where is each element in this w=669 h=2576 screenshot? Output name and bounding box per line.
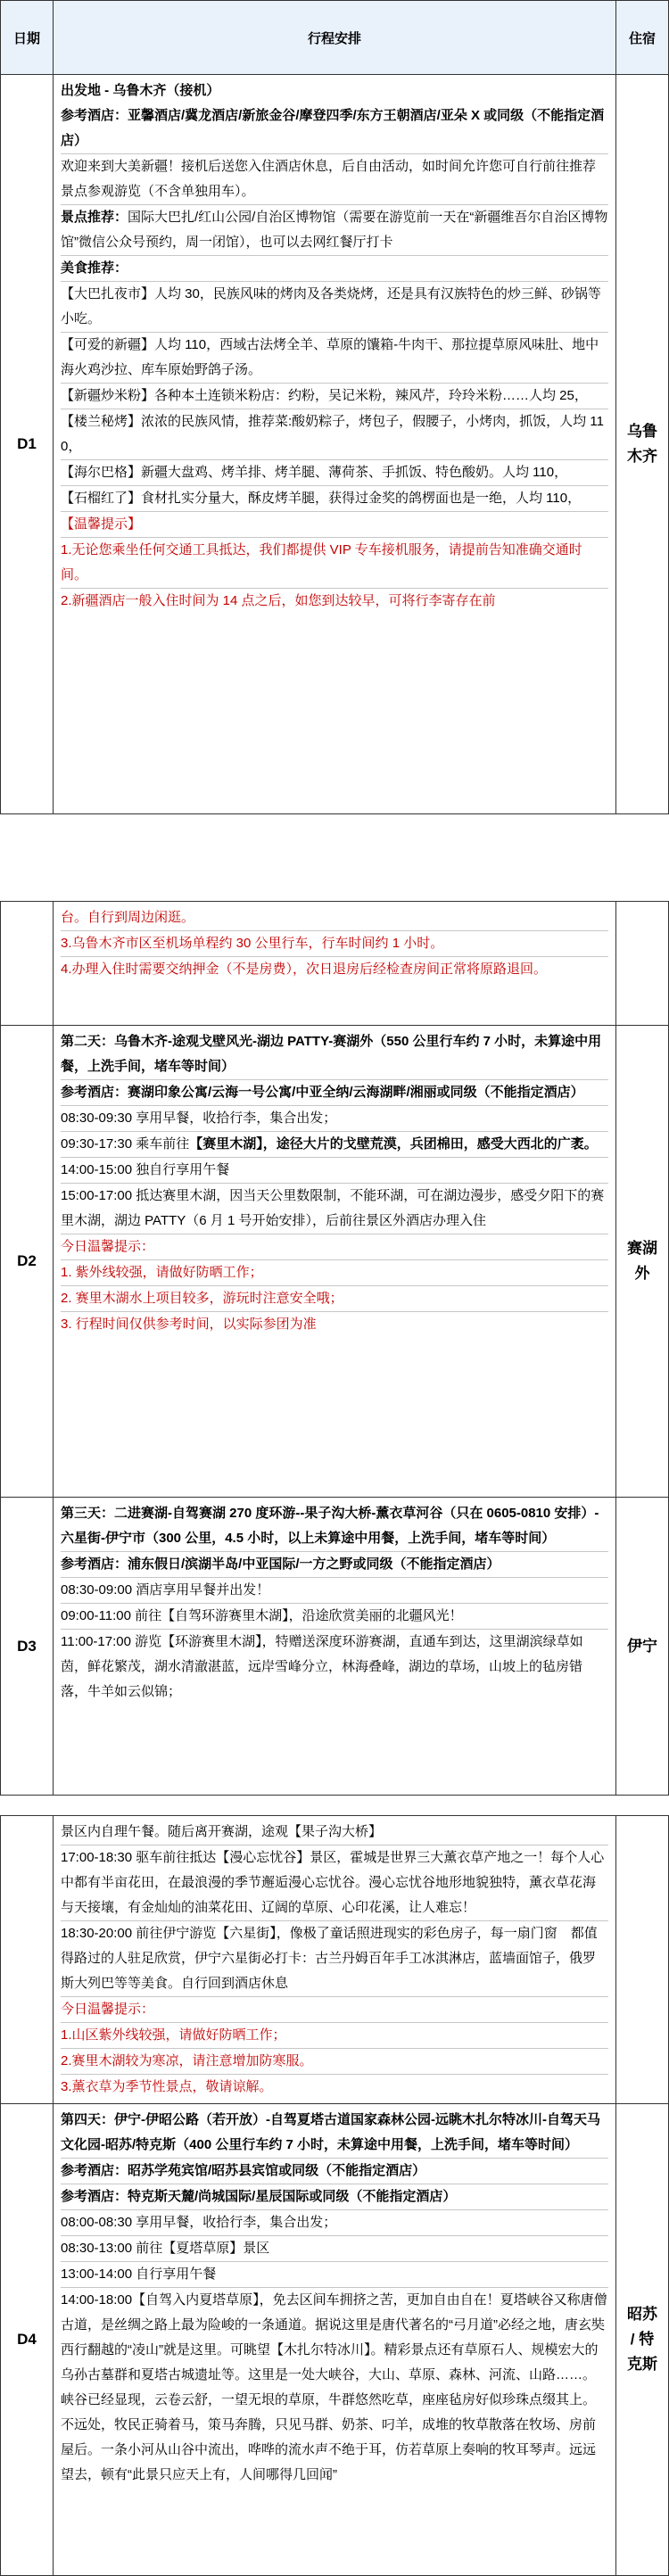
stay-location-label: 昭苏 / 特 克斯 — [627, 2306, 657, 2373]
itinerary-line: 第三天：二进赛湖-自驾赛湖 270 度环游--果子沟大桥-薰衣草河谷（只在 0605-0810 安排）-六星街-伊宁市（300 公里，4.5 小时，以上未算途中用餐，上洗手间，堵车等时间） — [61, 1506, 599, 1546]
stay-location-label: 乌鲁 木齐 — [627, 423, 657, 465]
itinerary-line: 【大巴扎夜市】人均 30，民族风味的烤肉及各类烧烤，还是具有汉族特色的炒三鲜、砂锅等小吃。 — [61, 281, 608, 332]
itinerary-segment-2 — [0, 901, 669, 1796]
itinerary-line: 14:00-15:00 独自行享用午餐 — [61, 1157, 608, 1183]
itinerary-line: 3.乌鲁木齐市区至机场单程约 30 公里行车，行车时间约 1 小时。 — [61, 930, 608, 956]
itinerary-line: 美食推荐： — [61, 255, 608, 281]
table-row-d2 — [1, 1026, 669, 1498]
itinerary-line: 欢迎来到大美新疆！接机后送您入住酒店休息，后自由活动，如时间允许您可自行前往推荐景点参观游览（不含单独用车）。 — [61, 153, 608, 204]
itinerary-line: 3.薰衣草为季节性景点，敬请谅解。 — [61, 2074, 608, 2100]
itinerary-line: 参考酒店：亚馨酒店/冀龙酒店/新旅金谷/摩登四季/东方王朝酒店/亚朵 X 或同级（不能指定酒店） — [61, 108, 605, 148]
table-row-d3 — [1, 1498, 669, 1796]
header-day: 日期 — [1, 1, 54, 75]
day-cell-d1: D1 — [1, 75, 54, 814]
table-header-row — [1, 1, 669, 75]
itinerary-line: 参考酒店：昭苏学苑宾馆/昭苏县宾馆或同级（不能指定酒店） — [61, 2158, 608, 2184]
itinerary-line: 今日温馨提示： — [61, 1996, 608, 2022]
itinerary-line: 【可爱的新疆】人均 110，西域古法烤全羊、草原的馕箱-牛肉干、那拉提草原风味肚、地中海火鸡沙拉、库车原始野鸽子汤。 — [61, 332, 608, 383]
schedule-cell-d4 — [54, 2104, 616, 2576]
table-row-d4 — [1, 2104, 669, 2576]
stay-cell-d2 — [616, 1026, 669, 1498]
itinerary-line: 15:00-17:00 抵达赛里木湖，因当天公里数限制，不能环湖，可在湖边漫步，感受夕阳下的赛里木湖，湖边 PATTY（6 月 1 号开始安排），后前往景区外酒店办理入住 — [61, 1183, 608, 1234]
itinerary-line: 08:30-13:00 前往【夏塔草原】景区 — [61, 2235, 608, 2261]
itinerary-line: 08:30-09:30 享用早餐，收拾行李，集合出发； — [61, 1105, 608, 1131]
itinerary-line: 2. 赛里木湖水上项目较多，游玩时注意安全哦； — [61, 1285, 608, 1311]
itinerary-segment-1 — [0, 0, 669, 814]
table-row-d1-continued — [1, 902, 669, 1026]
schedule-cell-d1 — [54, 75, 616, 814]
itinerary-line: 17:00-18:30 驱车前往抵达【漫心忘忧谷】景区，霍城是世界三大薰衣草产地之一！每个人心中都有半亩花田，在最浪漫的季节邂逅漫心忘忧谷。漫心忘忧谷地形地貌独特，薰衣草花海与天接壤，有金灿灿的油菜花田、辽阔的草原、心印花溪，让人难忘！ — [61, 1845, 608, 1920]
itinerary-line: 1. 紫外线较强，请做好防晒工作； — [61, 1259, 608, 1285]
schedule-cell-d2 — [54, 1026, 616, 1498]
itinerary-table-continued — [0, 901, 669, 1796]
day-cell-d2: D2 — [1, 1026, 54, 1498]
stay-cell-d3-continued — [616, 1816, 669, 2104]
header-schedule: 行程安排 — [54, 1, 616, 75]
stay-cell-d1 — [616, 75, 669, 814]
itinerary-line: 09:00-11:00 前往【自驾环游赛里木湖】，沿途欣赏美丽的北疆风光！ — [61, 1603, 608, 1629]
day-cell-d4: D4 — [1, 2104, 54, 2576]
itinerary-line: 【温馨提示】 — [61, 511, 608, 537]
itinerary-line: 4.办理入住时需要交纳押金（不是房费），次日退房后经检查房间正常将原路退回。 — [61, 956, 608, 982]
itinerary-table — [0, 0, 669, 814]
itinerary-line: 台。自行到周边闲逛。 — [61, 910, 195, 925]
schedule-cell-d1-continued — [54, 902, 616, 1026]
day-cell-d3: D3 — [1, 1498, 54, 1796]
itinerary-segment-3 — [0, 1815, 669, 2576]
itinerary-line: 参考酒店：特克斯天麓/尚城国际/星辰国际或同级（不能指定酒店） — [61, 2184, 608, 2209]
itinerary-line: 2.赛里木湖较为寒凉，请注意增加防寒服。 — [61, 2048, 608, 2074]
schedule-cell-d3-continued — [54, 1816, 616, 2104]
itinerary-line: 今日温馨提示： — [61, 1234, 608, 1259]
itinerary-line: 18:30-20:00 前往伊宁游览【六星街】，像极了童话照进现实的彩色房子，每一扇门窗 都值得路过的人驻足欣赏，伊宁六星街必打卡：古兰丹姆百年手工冰淇淋店，蓝墙面馆子，俄罗斯大列巴等等美食。自行回到酒店休息 — [61, 1920, 608, 1996]
stay-location-label: 赛湖 外 — [627, 1240, 657, 1282]
itinerary-line: 11:00-17:00 游览【环游赛里木湖】，特赠送深度环游赛湖，直通车到达，这里湖滨绿草如茵，鲜花繁茂，湖水清澈湛蓝，远岸雪峰分立，林海叠峰，湖边的草场，山坡上的毡房错落，牛羊如云似锦； — [61, 1629, 608, 1705]
header-stay: 住宿 — [616, 1, 669, 75]
stay-cell-d4 — [616, 2104, 669, 2576]
itinerary-line: 08:00-08:30 享用早餐，收拾行李，集合出发； — [61, 2209, 608, 2235]
itinerary-line: 1.无论您乘坐任何交通工具抵达，我们都提供 VIP 专车接机服务，请提前告知准确交通时间。 — [61, 537, 608, 588]
itinerary-line: 参考酒店：浦东假日/滨湖半岛/中亚国际/一方之野或同级（不能指定酒店） — [61, 1551, 608, 1577]
day-cell-d3-continued — [1, 1816, 54, 2104]
itinerary-table-continued-2 — [0, 1815, 669, 2576]
itinerary-line: 出发地 - 乌鲁木齐（接机） — [61, 83, 220, 98]
stay-cell-d3 — [616, 1498, 669, 1796]
table-row-d1 — [1, 75, 669, 814]
itinerary-line: 景区内自理午餐。随后离开赛湖，途观【果子沟大桥】 — [61, 1824, 383, 1839]
itinerary-line: 景点推荐：国际大巴扎/红山公园/自治区博物馆（需要在游览前一天在“新疆维吾尔自治区博物馆”微信公众号预约，周一闭馆），也可以去网红餐厅打卡 — [61, 204, 608, 255]
itinerary-line: 【石榴红了】食材扎实分量大，酥皮烤羊腿，获得过金奖的鸽楞面也是一绝，人均 110， — [61, 485, 608, 511]
itinerary-line: 2.新疆酒店一般入住时间为 14 点之后，如您到达较早，可将行李寄存在前 — [61, 588, 608, 614]
itinerary-line: 09:30-17:30 乘车前往【赛里木湖】，途径大片的戈壁荒漠，兵团棉田，感受大西北的广袤。 — [61, 1131, 608, 1157]
itinerary-line: 14:00-18:00【自驾入内夏塔草原】，免去区间车拥挤之苦，更加自由自在！夏塔峡谷又称唐僧古道，是丝绸之路上最为险峻的一条通道。据说这里是唐代著名的“弓月道”必经之地，唐玄奘西行翻越的“凌山”就是这里。可眺望【木扎尔特冰川】。精彩景点还有草原石人、规模宏大的乌孙古墓群和夏塔古城遗址等。这里是一处大峡谷，大山、草原、森林、河流、山路……。峡谷已经显现，云卷云舒，一望无垠的草原，牛群悠然吃草，座座毡房好似珍珠点缀其上。不远处，牧民正骑着马，策马奔腾，只见马群、奶茶、叼羊，成堆的牧草散落在牧场、房前屋后。一条小河从山谷中流出，哗哗的流水声不绝于耳，仿若草原上奏响的牧耳琴声。远远望去，顿有“此景只应天上有，人间哪得几回闻” — [61, 2287, 608, 2488]
itinerary-line: 08:30-09:00 酒店享用早餐并出发！ — [61, 1577, 608, 1603]
itinerary-line: 13:00-14:00 自行享用午餐 — [61, 2261, 608, 2287]
itinerary-line: 【海尔巴格】新疆大盘鸡、烤羊排、烤羊腿、薄荷茶、手抓饭、特色酸奶。人均 110， — [61, 459, 608, 485]
schedule-cell-d3 — [54, 1498, 616, 1796]
itinerary-line: 【新疆炒米粉】各种本土连锁米粉店：约粉，吴记米粉，辣风芹，玲玲米粉……人均 25， — [61, 383, 608, 409]
itinerary-line: 参考酒店：赛湖印象公寓/云海一号公寓/中亚全纳/云海湖畔/湘丽或同级（不能指定酒店） — [61, 1079, 608, 1105]
itinerary-line: 第四天：伊宁-伊昭公路（若开放）-自驾夏塔古道国家森林公园-远眺木扎尔特冰川-自驾天马文化园-昭苏/特克斯（400 公里行车约 7 小时，未算途中用餐，上洗手间，堵车等时间） — [61, 2112, 600, 2152]
itinerary-line: 【楼兰秘烤】浓浓的民族风情，推荐菜:酸奶粽子，烤包子，假腰子，小烤肉，抓饭，人均 110， — [61, 409, 608, 459]
table-row-d3-continued — [1, 1816, 669, 2104]
stay-cell-d1-continued — [616, 902, 669, 1026]
stay-location-label: 伊宁 — [627, 1637, 657, 1655]
itinerary-line: 3. 行程时间仅供参考时间，以实际参团为准 — [61, 1311, 608, 1337]
itinerary-line: 第二天：乌鲁木齐-途观戈壁风光-湖边 PATTY-赛湖外（550 公里行车约 7 小时，未算途中用餐，上洗手间，堵车等时间） — [61, 1034, 602, 1074]
day-cell-d1-continued — [1, 902, 54, 1026]
itinerary-line: 1.山区紫外线较强，请做好防晒工作； — [61, 2022, 608, 2048]
